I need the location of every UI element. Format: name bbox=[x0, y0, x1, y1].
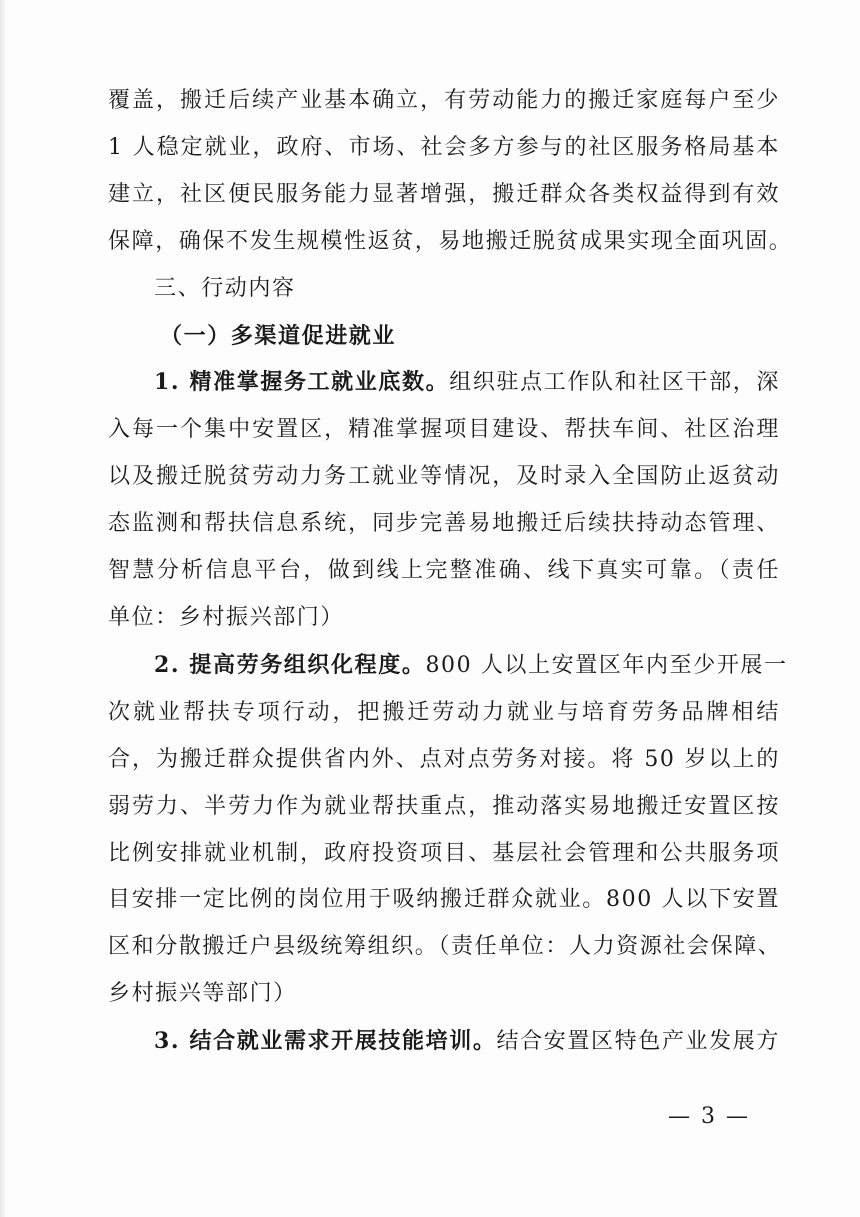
item1-first-line bbox=[108, 359, 780, 407]
text-line: 智慧分析信息平台，做到线上完整准确、线下真实可靠。（责任 bbox=[108, 558, 780, 584]
section-heading: 三、行动内容 bbox=[154, 275, 296, 301]
text-line: 单位：乡村振兴部门） bbox=[108, 604, 345, 630]
item2-first-line-text: 800 人以上安置区年内至少开展一 bbox=[425, 652, 788, 678]
text-line: 态监测和帮扶信息系统，同步完善易地搬迁后续扶持动态管理、 bbox=[108, 511, 780, 537]
text-line: 区和分散搬迁户县级统筹组织。（责任单位：人力资源社会保障、 bbox=[108, 934, 782, 960]
item3-first-line-text: 结合安置区特色产业发展方 bbox=[496, 1029, 780, 1055]
text-line: 覆盖，搬迁后续产业基本确立，有劳动能力的搬迁家庭每户至少 bbox=[108, 88, 780, 113]
text-line: 乡村振兴等部门） bbox=[108, 981, 297, 1007]
text-line: 保障，确保不发生规模性返贫，易地搬迁脱贫成果实现全面巩固。 bbox=[108, 228, 793, 254]
text-line: 次就业帮扶专项行动，把搬迁劳动力就业与培育劳务品牌相结 bbox=[108, 699, 780, 725]
item1-title: 1. 精准掌握务工就业底数。 bbox=[154, 369, 450, 396]
subsection-heading: （一）多渠道促进就业 bbox=[160, 322, 397, 349]
document-body bbox=[108, 78, 793, 1066]
item2-title: 2. 提高劳务组织化程度。 bbox=[154, 651, 426, 678]
text-line: 建立，社区便民服务能力显著增强，搬迁群众各类权益得到有效 bbox=[108, 181, 780, 207]
text-line: 目安排一定比例的岗位用于吸纳搬迁群众就业。800 人以下安置 bbox=[108, 887, 780, 913]
text-line: 比例安排就业机制，政府投资项目、基层社会管理和公共服务项 bbox=[108, 840, 780, 866]
item2-first-line bbox=[108, 642, 788, 690]
text-line: 以及搬迁脱贫劳动力务工就业等情况，及时录入全国防止返贫动 bbox=[108, 464, 780, 490]
item3-first-line bbox=[108, 1018, 780, 1066]
text-line: 入每一个集中安置区，精准掌握项目建设、帮扶车间、社区治理 bbox=[108, 417, 780, 443]
text-line: 合，为搬迁群众提供省内外、点对点劳务对接。将 50 岁以上的 bbox=[108, 746, 780, 772]
scan-edge-shadow bbox=[0, 0, 6, 1217]
text-line: 1 人稳定就业，政府、市场、社会多方参与的社区服务格局基本 bbox=[108, 134, 780, 160]
page-number: — 3 — bbox=[668, 1104, 750, 1129]
text-line: 弱劳力、半劳力作为就业帮扶重点，推动落实易地搬迁安置区按 bbox=[108, 793, 780, 819]
item1-first-line-text: 组织驻点工作队和社区干部，深 bbox=[449, 370, 780, 396]
item3-title: 3. 结合就业需求开展技能培训。 bbox=[154, 1028, 497, 1055]
